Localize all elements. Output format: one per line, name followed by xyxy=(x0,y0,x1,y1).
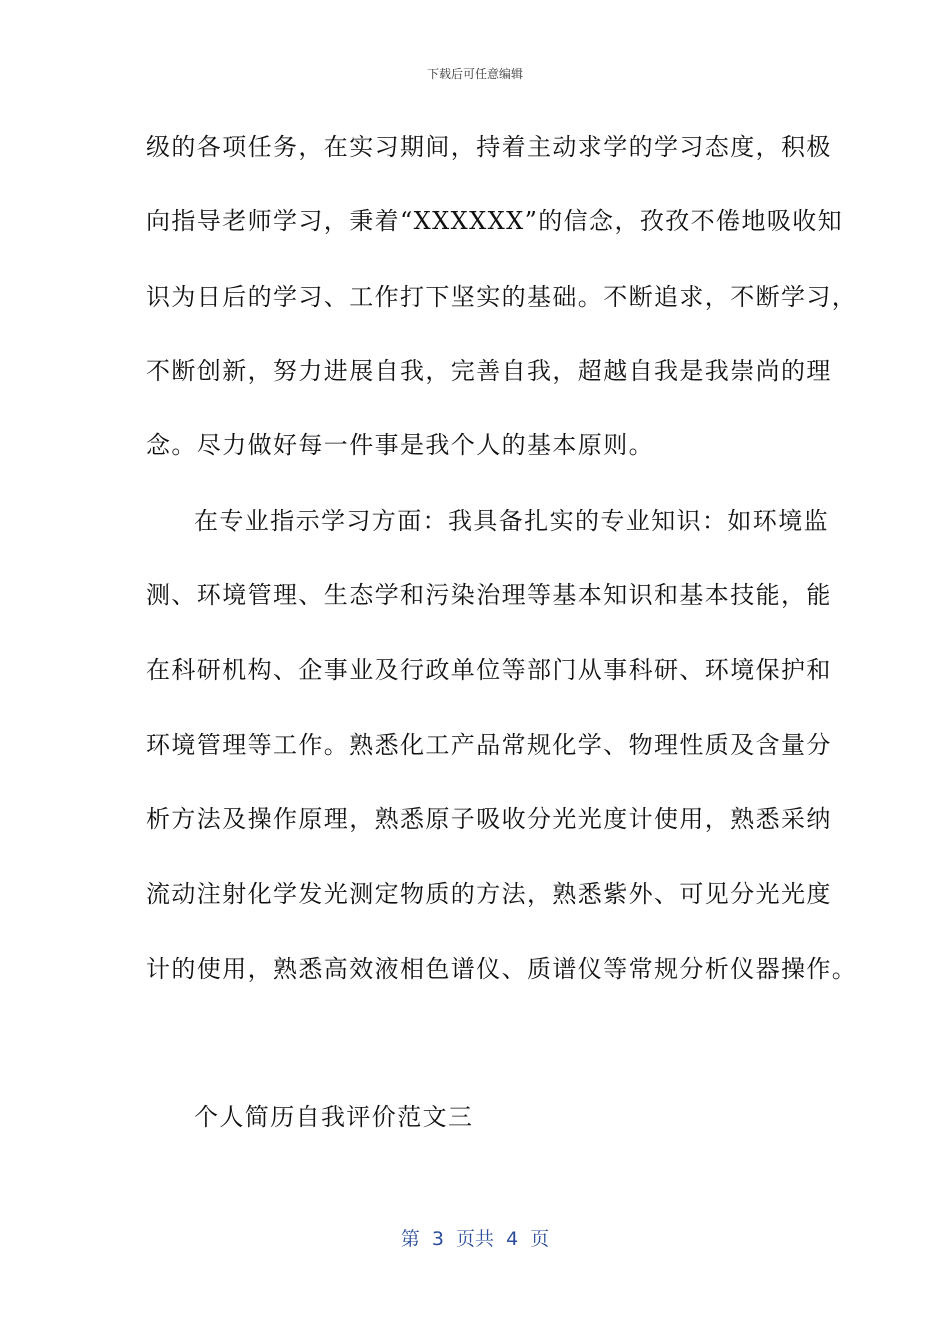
body-line: 不断创新，努力进展自我，完善自我，超越自我是我崇尚的理 xyxy=(146,357,832,385)
body-line: 级的各项任务，在实习期间，持着主动求学的学习态度，积极 xyxy=(146,133,832,161)
body-line: 流动注射化学发光测定物质的方法，熟悉紫外、可见分光光度 xyxy=(146,880,832,908)
body-line: 在科研机构、企事业及行政单位等部门从事科研、环境保护和 xyxy=(146,656,832,684)
section-title: 个人简历自我评价范文三 xyxy=(194,1103,474,1131)
body-line: 测、环境管理、生态学和污染治理等基本知识和基本技能，能 xyxy=(146,581,832,609)
body-line: 计的使用，熟悉高效液相色谱仪、质谱仪等常规分析仪器操作。 xyxy=(146,955,858,983)
body-line: 环境管理等工作。熟悉化工产品常规化学、物理性质及含量分 xyxy=(146,731,832,759)
body-line: 析方法及操作原理，熟悉原子吸收分光光度计使用，熟悉采纳 xyxy=(146,805,832,833)
page-header: 下载后可任意编辑 xyxy=(426,67,523,81)
body-line: 识为日后的学习、工作打下坚实的基础。不断追求，不断学习， xyxy=(146,283,858,311)
body-line: 向指导老师学习，秉着“XXXXXX”的信念，孜孜不倦地吸收知 xyxy=(146,207,844,235)
page-number-footer: 第 3 页共 4 页 xyxy=(400,1228,550,1250)
body-line: 念。尽力做好每一件事是我个人的基本原则。 xyxy=(146,431,654,459)
paragraph-start-line: 在专业指示学习方面：我具备扎实的专业知识：如环境监 xyxy=(194,507,829,535)
